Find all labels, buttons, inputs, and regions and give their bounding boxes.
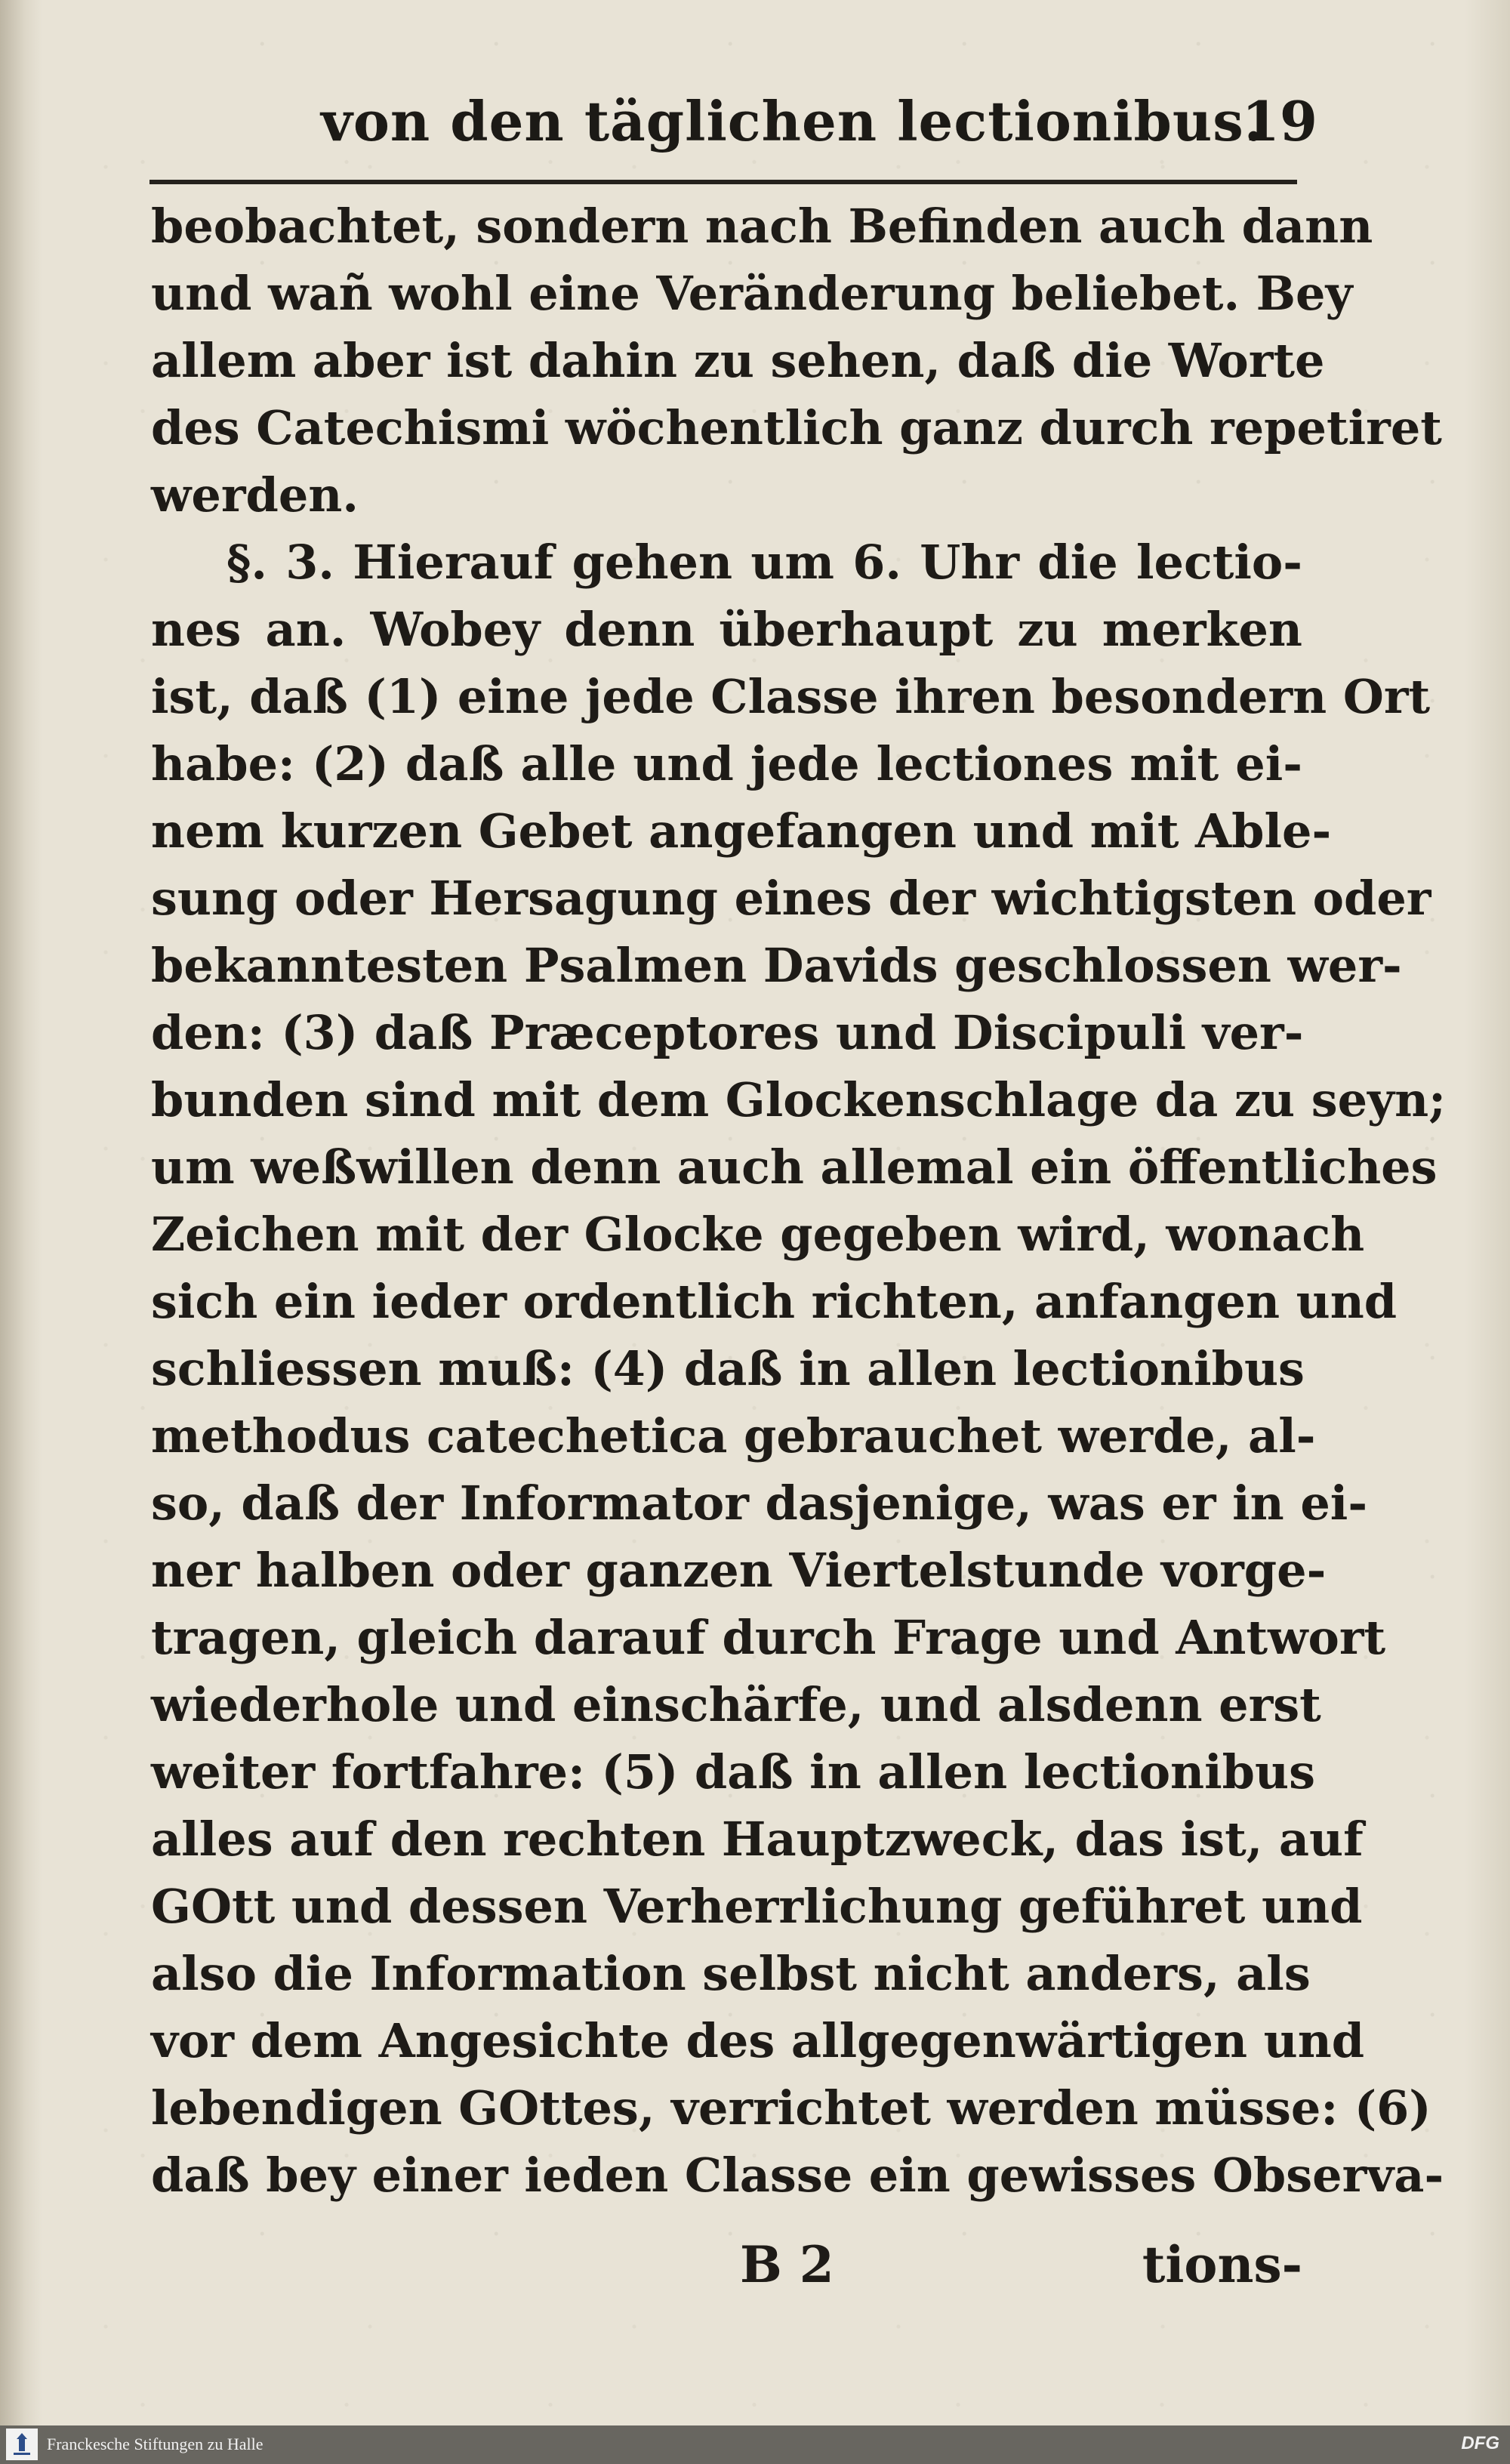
text-line: nem kurzen Gebet angefangen und mit Able- [151, 803, 1332, 859]
dfg-logo: DFG [1461, 2433, 1499, 2453]
text-line: um weßwillen denn auch allemal ein öffentliches [151, 1139, 1438, 1195]
text-line: bekanntesten Psalmen Davids geschlossen wer- [151, 938, 1402, 993]
body-text [151, 193, 1447, 2209]
signature-mark: B 2 [740, 2235, 834, 2294]
page-edge [1465, 0, 1510, 2425]
text-line: bunden sind mit dem Glockenschlage da zu seyn; [151, 1072, 1447, 1127]
text-line: werden. [151, 467, 359, 523]
text-line: also die Information selbst nicht anders, als [151, 1946, 1311, 2001]
text-line: GOtt und dessen Verherrlichung geführet und [151, 1879, 1363, 1934]
page-gutter [0, 0, 42, 2425]
text-line: sich ein ieder ordentlich richten, anfangen und [151, 1274, 1398, 1329]
text-line: so, daß der Informator dasjenige, was er in ei- [151, 1476, 1368, 1531]
text-line: daß bey einer ieden Classe ein gewisses Observa- [151, 2148, 1444, 2203]
catchword: tions- [1142, 2235, 1302, 2294]
text-line: wiederhole und einschärfe, und alsdenn erst [151, 1677, 1321, 1732]
header-rule [149, 180, 1297, 184]
text-line: beobachtet, sondern nach Befinden auch dann [151, 199, 1373, 254]
text-line: Zeichen mit der Glocke gegeben wird, wonach [151, 1207, 1365, 1262]
text-line: ist, daß (1) eine jede Classe ihren besondern Ort [151, 669, 1431, 724]
text-line: schliessen muß: (4) daß in allen lectionibus [151, 1341, 1305, 1396]
running-head [321, 89, 1317, 172]
text-line: nes an. Wobey denn überhaupt zu merken [151, 602, 1302, 657]
text-line: und wañ wohl eine Veränderung beliebet. Bey [151, 266, 1353, 321]
text-line: weiter fortfahre: (5) daß in allen lectionibus [151, 1744, 1316, 1799]
text-line: habe: (2) daß alle und jede lectiones mit ei- [151, 736, 1302, 791]
text-line: tragen, gleich darauf durch Frage und Antwort [151, 1610, 1386, 1665]
text-line: ner halben oder ganzen Viertelstunde vorge- [151, 1543, 1327, 1598]
paragraph-start-line: §. 3. Hierauf gehen um 6. Uhr die lectio- [226, 535, 1302, 590]
text-line: lebendigen GOttes, verrichtet werden müsse: (6) [151, 2080, 1431, 2136]
text-line: sung oder Hersagung eines der wichtigsten oder [151, 871, 1431, 926]
page-number: 19 [1241, 89, 1317, 153]
text-line: methodus catechetica gebrauchet werde, al- [151, 1408, 1316, 1463]
page-footer [151, 2235, 1302, 2303]
text-line: allem aber ist dahin zu sehen, daß die Worte [151, 333, 1325, 388]
text-line: vor dem Angesichte des allgegenwärtigen und [151, 2013, 1365, 2068]
text-line: den: (3) daß Præceptores und Discipuli ver- [151, 1005, 1304, 1060]
text-line: alles auf den rechten Hauptzweck, das ist, auf [151, 1812, 1364, 1867]
library-name[interactable]: Franckesche Stiftungen zu Halle [47, 2435, 263, 2453]
text-line: des Catechismi wöchentlich ganz durch repetiret [151, 400, 1442, 455]
running-title: von den täglichen lectionibus. [321, 89, 1264, 153]
library-logo-icon[interactable] [6, 2429, 38, 2460]
